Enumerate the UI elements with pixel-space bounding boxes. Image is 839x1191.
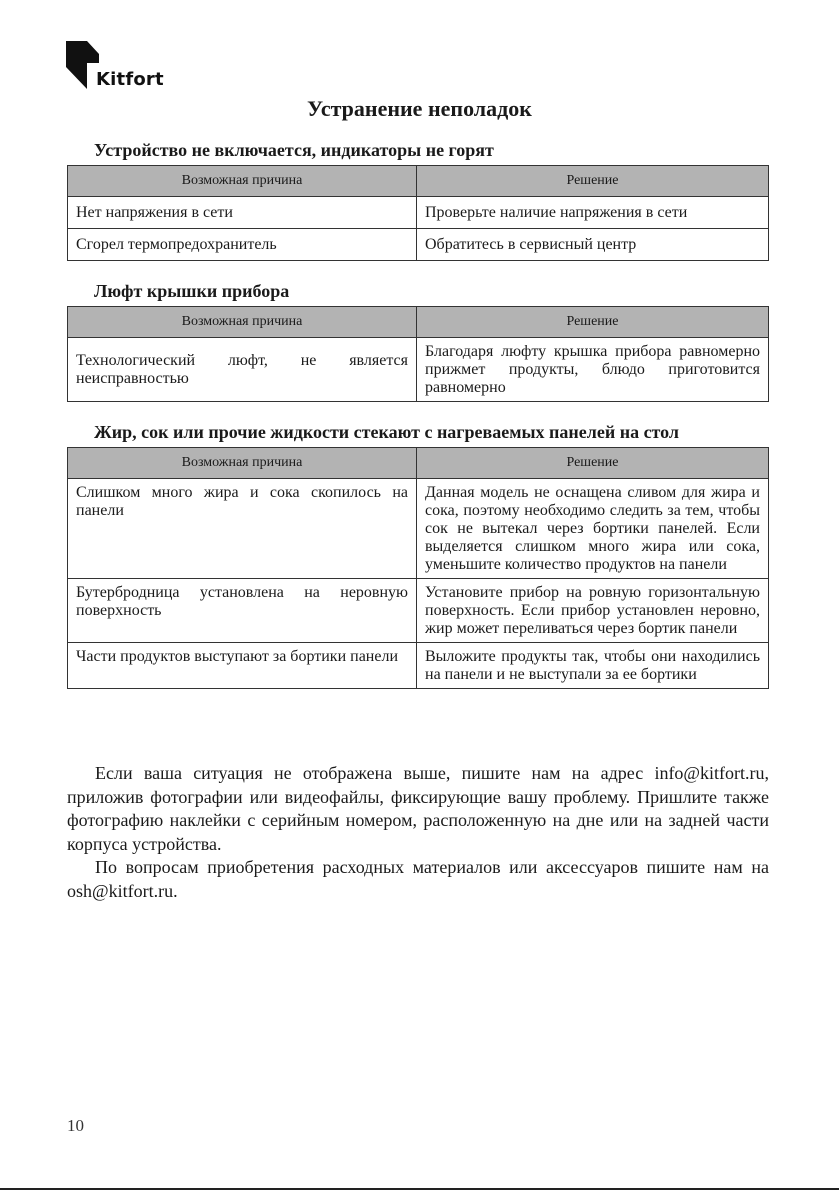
- solution-cell: Установите прибор на ровную горизонтальную поверхность. Если прибор установлен неровно, жир может переливаться через бортик панели: [417, 579, 769, 643]
- cause-cell: Сгорел термопредохранитель: [68, 229, 417, 261]
- section-title-no-power: Устройство не включается, индикаторы не горят: [94, 140, 494, 160]
- column-header-solution: Решение: [417, 166, 769, 197]
- troubleshooting-table-lid-play: [67, 306, 769, 402]
- solution-cell: Обратитесь в сервисный центр: [417, 229, 769, 261]
- column-header-solution: Решение: [417, 448, 769, 479]
- cause-cell: Части продуктов выступают за бортики панели: [68, 643, 417, 689]
- table-row: [68, 229, 769, 261]
- accessories-paragraph: По вопросам приобретения расходных материалов или аксессуаров пишите нам на osh@kitfort.ru.: [67, 857, 769, 901]
- section-title-lid-play: Люфт крышки прибора: [94, 281, 290, 301]
- page-number: 10: [67, 1116, 84, 1135]
- column-header-cause: Возможная причина: [68, 307, 417, 338]
- section-title-grease-leak: Жир, сок или прочие жидкости стекают с нагреваемых панелей на стол: [94, 422, 680, 442]
- table-row: [68, 643, 769, 689]
- cause-cell: Бутербродница установлена на неровную поверхность: [68, 579, 417, 643]
- table-row: [68, 197, 769, 229]
- table-row: [68, 338, 769, 402]
- brand-name: Kitfort: [96, 69, 164, 90]
- page-title: Устранение неполадок: [307, 96, 532, 121]
- column-header-solution: Решение: [417, 307, 769, 338]
- kitfort-logo-mark-icon: [66, 41, 100, 89]
- solution-cell: Благодаря люфту крышка прибора равномерно прижмет продукты, блюдо приготовится равномерно: [417, 338, 769, 402]
- column-header-cause: Возможная причина: [68, 166, 417, 197]
- cause-cell: Технологический люфт, не является неисправностью: [68, 338, 417, 402]
- solution-cell: Выложите продукты так, чтобы они находились на панели и не выступали за ее бортики: [417, 643, 769, 689]
- cause-cell: Нет напряжения в сети: [68, 197, 417, 229]
- cause-cell: Слишком много жира и сока скопилось на панели: [68, 479, 417, 579]
- table-row: [68, 479, 769, 579]
- contact-paragraph: Если ваша ситуация не отображена выше, пишите нам на адрес info@kitfort.ru, приложив фотографии или видеофайлы, фиксирующие вашу проблему. Пришлите также фотографию наклейки с серийным номером, расположенную на дне или на задней части корпуса устройства.: [67, 763, 769, 854]
- bottom-border: [0, 1188, 839, 1190]
- solution-cell: Проверьте наличие напряжения в сети: [417, 197, 769, 229]
- solution-cell: Данная модель не оснащена сливом для жира и сока, поэтому необходимо следить за тем, чтобы сок не вытекал через бортики панелей. Если выделяется слишком много жира или сока, уменьшите количество продуктов на панели: [417, 479, 769, 579]
- column-header-cause: Возможная причина: [68, 448, 417, 479]
- table-row: [68, 579, 769, 643]
- troubleshooting-table-grease-leak: [67, 447, 769, 689]
- troubleshooting-table-no-power: [67, 165, 769, 261]
- kitfort-logo: [66, 41, 176, 93]
